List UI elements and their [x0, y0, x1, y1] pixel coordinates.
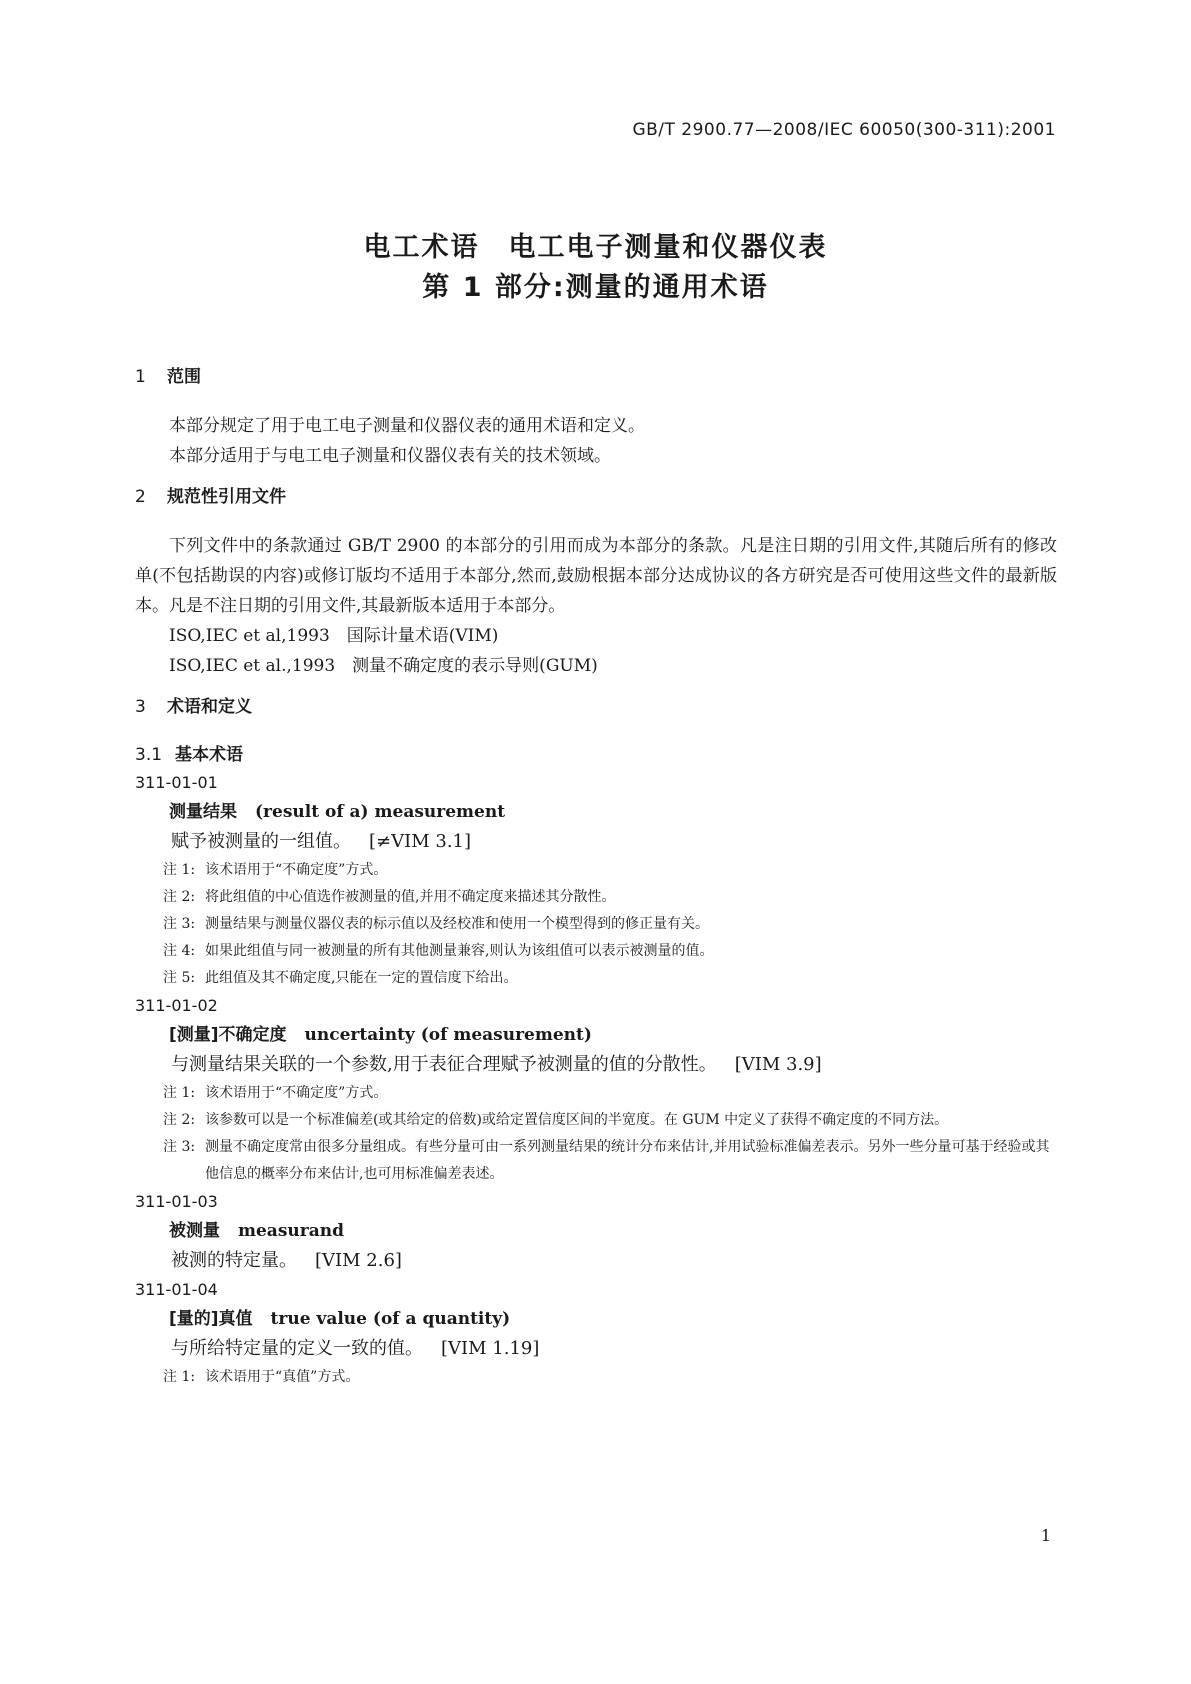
subsection-number: 3.1 — [135, 745, 163, 765]
page-number: 1 — [1040, 1526, 1051, 1545]
term-entry — [135, 1276, 1057, 1391]
term-name — [135, 1304, 1057, 1334]
term-id: 311-01-02 — [135, 996, 218, 1015]
definition-text: 与所给特定量的定义一致的值。 — [171, 1338, 423, 1359]
note-text: 该术语用于“真值”方式。 — [205, 1369, 360, 1385]
note-text: 测量结果与测量仪器仪表的标示值以及经校准和使用一个模型得到的修正量有关。 — [205, 916, 709, 932]
term-en: measurand — [238, 1221, 344, 1241]
term-note — [135, 965, 1057, 992]
term-note — [135, 1134, 1057, 1188]
term-note — [135, 857, 1057, 884]
term-en: (result of a) measurement — [255, 802, 506, 822]
title-line-2: 第 1 部分:测量的通用术语 — [422, 272, 769, 303]
note-label: 注 4: — [163, 943, 196, 959]
note-text: 该术语用于“不确定度”方式。 — [205, 1085, 388, 1101]
term-en: true value (of a quantity) — [270, 1309, 511, 1329]
term-note — [135, 938, 1057, 965]
document-title — [0, 228, 1191, 308]
term-id: 311-01-04 — [135, 1280, 218, 1299]
term-note — [135, 1107, 1057, 1134]
definition-source: [VIM 2.6] — [315, 1250, 402, 1271]
term-name — [135, 1020, 1057, 1050]
note-label: 注 2: — [163, 1112, 196, 1128]
term-zh: [测量]不确定度 — [169, 1025, 287, 1045]
note-text: 如果此组值与同一被测量的所有其他测量兼容,则认为该组值可以表示被测量的值。 — [205, 943, 714, 959]
standard-header: GB/T 2900.77—2008/IEC 60050(300-311):2001 — [632, 120, 1056, 140]
term-definition — [135, 827, 1057, 857]
note-text: 将此组值的中心值选作被测量的值,并用不确定度来描述其分散性。 — [205, 889, 616, 905]
term-id: 311-01-03 — [135, 1192, 218, 1211]
title-line-1: 电工术语 电工电子测量和仪器仪表 — [363, 232, 828, 263]
note-label: 注 1: — [163, 1085, 196, 1101]
section-3-heading — [135, 695, 1057, 719]
section-title: 规范性引用文件 — [167, 487, 286, 507]
reference-item: ISO,IEC et al.,1993 测量不确定度的表示导则(GUM) — [169, 656, 598, 676]
section-number: 2 — [135, 487, 146, 507]
term-note — [135, 911, 1057, 938]
note-text: 该术语用于“不确定度”方式。 — [205, 862, 388, 878]
section-2-body — [135, 531, 1057, 681]
scope-paragraph: 本部分规定了用于电工电子测量和仪器仪表的通用术语和定义。 — [169, 416, 645, 436]
term-note — [135, 1080, 1057, 1107]
definition-text: 与测量结果关联的一个参数,用于表征合理赋予被测量的值的分散性。 — [171, 1054, 717, 1075]
section-number: 3 — [135, 697, 146, 717]
term-zh: 测量结果 — [169, 802, 237, 822]
note-label: 注 1: — [163, 862, 196, 878]
note-label: 注 2: — [163, 889, 196, 905]
note-text: 测量不确定度常由很多分量组成。有些分量可由一系列测量结果的统计分布来估计,并用试验标准偏差表示。另外一些分量可基于经验或其他信息的概率分布来估计,也可用标准偏差表述。 — [205, 1139, 1050, 1182]
term-en: uncertainty (of measurement) — [304, 1025, 592, 1045]
subsection-3-1-heading — [135, 741, 1057, 769]
term-zh: 被测量 — [169, 1221, 220, 1241]
section-title: 术语和定义 — [167, 697, 252, 717]
term-name — [135, 797, 1057, 827]
note-text: 该参数可以是一个标准偏差(或其给定的倍数)或给定置信度区间的半宽度。在 GUM 中定义了获得不确定度的不同方法。 — [205, 1112, 949, 1128]
term-definition — [135, 1050, 1057, 1080]
term-entry — [135, 1188, 1057, 1276]
subsection-title: 基本术语 — [175, 745, 243, 765]
section-1-body — [135, 411, 1057, 471]
term-entry — [135, 992, 1057, 1188]
section-number: 1 — [135, 367, 146, 387]
document-body — [135, 365, 1057, 1391]
definition-text: 被测的特定量。 — [171, 1250, 297, 1271]
note-text: 此组值及其不确定度,只能在一定的置信度下给出。 — [205, 970, 518, 986]
note-label: 注 1: — [163, 1369, 196, 1385]
definition-source: [VIM 1.19] — [441, 1338, 540, 1359]
normative-references-paragraph: 下列文件中的条款通过 GB/T 2900 的本部分的引用而成为本部分的条款。凡是注日期的引用文件,其随后所有的修改单(不包括勘误的内容)或修订版均不适用于本部分,然而,鼓励根据本部分达成协议的各方研究是否可使用这些文件的最新版本。凡是不注日期的引用文件,其最新版本适用于本部分。 — [135, 536, 1057, 616]
note-label: 注 3: — [163, 916, 196, 932]
section-title: 范围 — [167, 367, 201, 387]
term-definition — [135, 1334, 1057, 1364]
reference-item: ISO,IEC et al,1993 国际计量术语(VIM) — [169, 626, 499, 646]
definition-source: [≠VIM 3.1] — [369, 831, 472, 852]
definition-source: [VIM 3.9] — [734, 1054, 822, 1075]
term-name — [135, 1216, 1057, 1246]
term-entry — [135, 769, 1057, 992]
definition-text: 赋予被测量的一组值。 — [171, 831, 351, 852]
term-definition — [135, 1246, 1057, 1276]
note-label: 注 5: — [163, 970, 196, 986]
term-zh: [量的]真值 — [169, 1309, 253, 1329]
section-1-heading — [135, 365, 1057, 389]
note-label: 注 3: — [163, 1139, 196, 1155]
scope-paragraph: 本部分适用于与电工电子测量和仪器仪表有关的技术领域。 — [169, 446, 611, 466]
section-2-heading — [135, 485, 1057, 509]
term-note — [135, 884, 1057, 911]
term-id: 311-01-01 — [135, 773, 218, 792]
term-note — [135, 1364, 1057, 1391]
